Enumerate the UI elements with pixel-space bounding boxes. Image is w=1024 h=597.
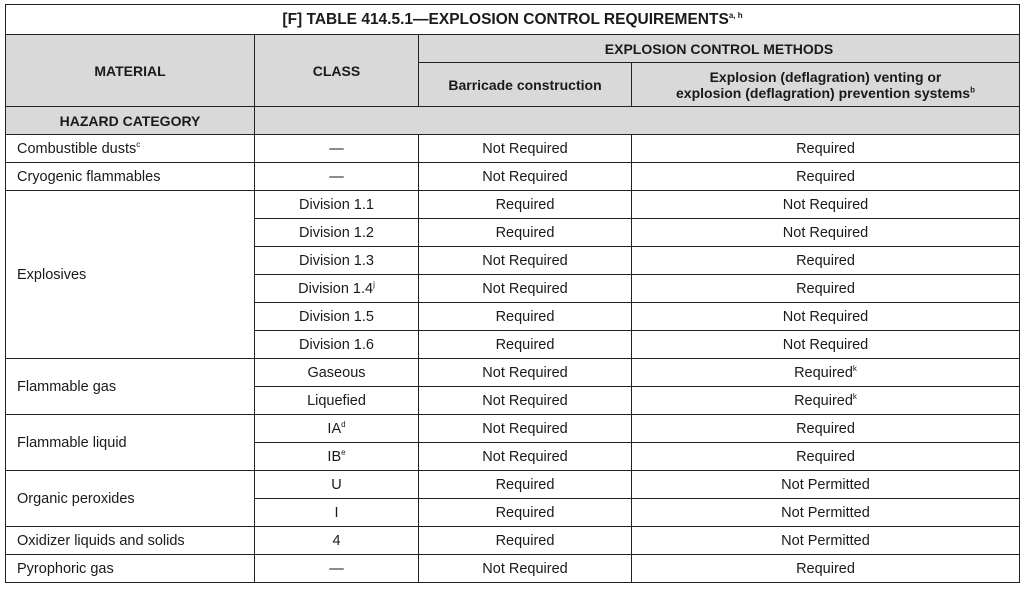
class-cell: 4	[255, 527, 419, 555]
venting-cell: Required	[632, 163, 1020, 191]
venting-cell: Required	[632, 135, 1020, 163]
venting-footnote: b	[970, 84, 975, 94]
material-oxidizer: Oxidizer liquids and solids	[6, 527, 255, 555]
title-footnote: a, h	[728, 10, 743, 20]
barricade-cell: Not Required	[419, 275, 632, 303]
header-control-methods: EXPLOSION CONTROL METHODS	[419, 35, 1020, 63]
table-row	[6, 415, 1020, 443]
class-cell: —	[255, 135, 419, 163]
barricade-cell: Not Required	[419, 247, 632, 275]
class-cell: —	[255, 555, 419, 583]
class-cell: I	[255, 499, 419, 527]
barricade-cell: Required	[419, 303, 632, 331]
material-combustible-dusts: Combustible dusts$^c$	[6, 135, 255, 163]
class-cell: Division 1.6	[255, 331, 419, 359]
header-barricade: Barricade construction	[419, 63, 632, 107]
material-flammable-liquid: Flammable liquid	[6, 415, 255, 471]
venting-cell: Not Permitted	[632, 499, 1020, 527]
header-class: CLASS	[255, 35, 419, 107]
hazard-category-label: HAZARD CATEGORY	[6, 107, 255, 135]
header-venting: Explosion (deflagration) venting or explosion (deflagration) prevention systems$^b$	[632, 63, 1020, 107]
class-cell: Gaseous	[255, 359, 419, 387]
table-row	[6, 527, 1020, 555]
header-material: MATERIAL	[6, 35, 255, 107]
venting-cell: Required	[632, 247, 1020, 275]
venting-cell: Required$^k$	[632, 387, 1020, 415]
material-pyrophoric-gas: Pyrophoric gas	[6, 555, 255, 583]
class-cell: Division 1.1	[255, 191, 419, 219]
barricade-cell: Not Required	[419, 135, 632, 163]
class-cell: Division 1.3	[255, 247, 419, 275]
barricade-cell: Not Required	[419, 387, 632, 415]
venting-cell: Not Permitted	[632, 471, 1020, 499]
venting-cell: Required	[632, 555, 1020, 583]
barricade-cell: Required	[419, 191, 632, 219]
table-row	[6, 555, 1020, 583]
venting-cell: Not Required	[632, 331, 1020, 359]
class-cell: Division 1.2	[255, 219, 419, 247]
table-row	[6, 163, 1020, 191]
class-cell: —	[255, 163, 419, 191]
table-row	[6, 191, 1020, 219]
venting-cell: Not Required	[632, 219, 1020, 247]
venting-cell: Not Required	[632, 191, 1020, 219]
venting-cell: Required	[632, 415, 1020, 443]
hazard-category-spacer	[255, 107, 1020, 135]
class-cell: $IB^e$	[255, 443, 419, 471]
material-flammable-gas: Flammable gas	[6, 359, 255, 415]
venting-cell: Required	[632, 275, 1020, 303]
barricade-cell: Required	[419, 527, 632, 555]
table-row	[6, 359, 1020, 387]
barricade-cell: Required	[419, 471, 632, 499]
class-cell: Division 1.5	[255, 303, 419, 331]
class-cell: Division 1.4$^j$	[255, 275, 419, 303]
barricade-cell: Not Required	[419, 443, 632, 471]
venting-cell: Not Permitted	[632, 527, 1020, 555]
barricade-cell: Not Required	[419, 415, 632, 443]
venting-cell: Required$^k$	[632, 359, 1020, 387]
class-cell: $IA^d$	[255, 415, 419, 443]
table-row	[6, 471, 1020, 499]
class-cell: U	[255, 471, 419, 499]
material-cryogenic-flammables: Cryogenic flammables	[6, 163, 255, 191]
venting-cell: Required	[632, 443, 1020, 471]
explosion-control-table	[5, 4, 1020, 583]
barricade-cell: Not Required	[419, 555, 632, 583]
table-row	[6, 135, 1020, 163]
material-explosives: Explosives	[6, 191, 255, 359]
class-cell: Liquefied	[255, 387, 419, 415]
barricade-cell: Not Required	[419, 163, 632, 191]
material-organic-peroxides: Organic peroxides	[6, 471, 255, 527]
table-title: [F] TABLE 414.5.1—EXPLOSION CONTROL REQUIREMENTS$^{a, h}$	[6, 5, 1020, 35]
explosion-control-table-wrapper	[5, 4, 1019, 583]
venting-cell: Not Required	[632, 303, 1020, 331]
barricade-cell: Required	[419, 499, 632, 527]
barricade-cell: Required	[419, 219, 632, 247]
barricade-cell: Not Required	[419, 359, 632, 387]
barricade-cell: Required	[419, 331, 632, 359]
